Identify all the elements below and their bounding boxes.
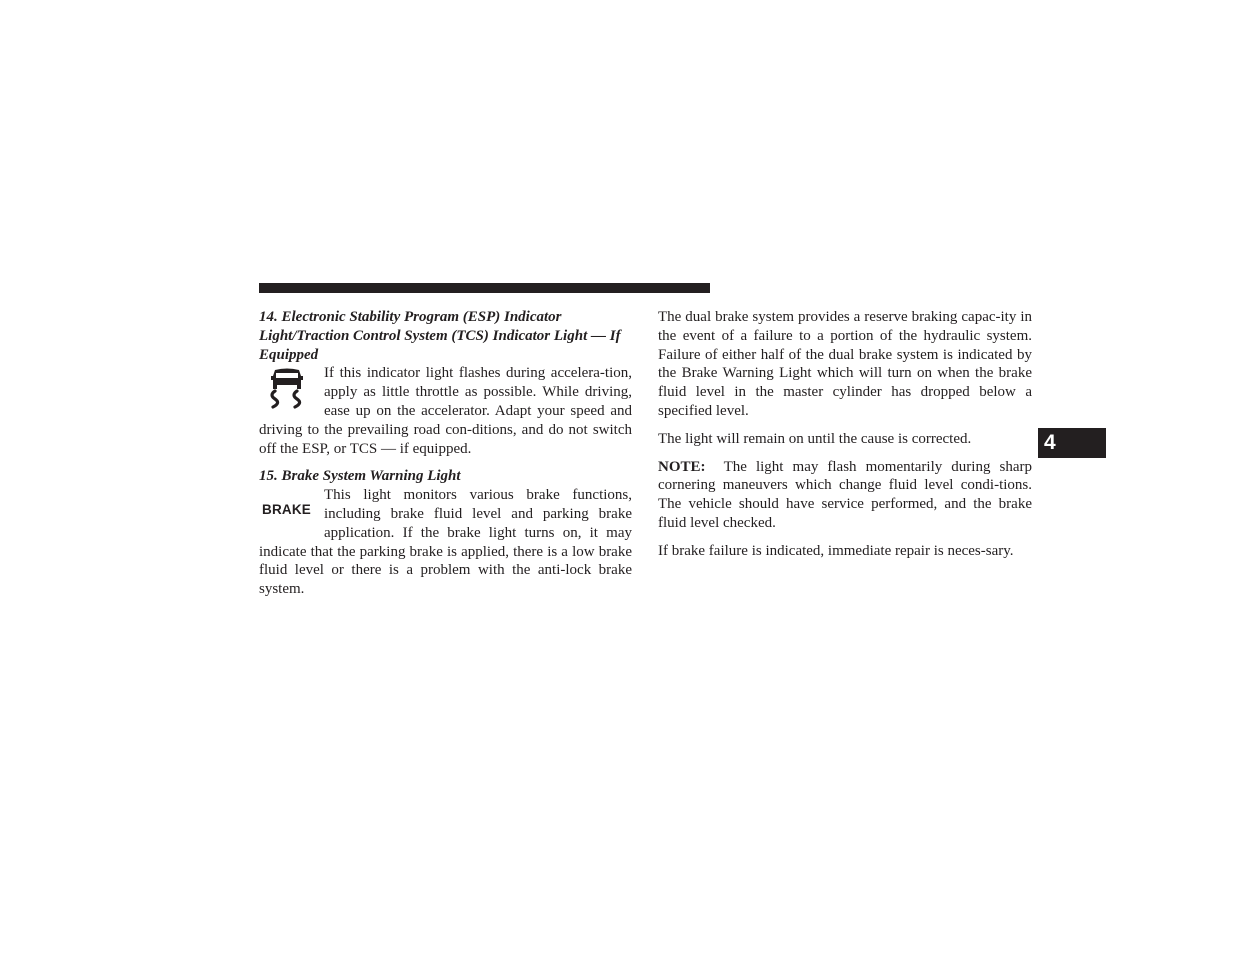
chapter-tab: [1038, 428, 1106, 458]
esp-paragraph: [259, 364, 632, 458]
brake-body-text: This light monitors various brake functions, including brake fluid level and parking brake application. If the brake light turns on, it may indicate that the parking brake is applied, there is a low brake fluid level or there is a problem with the anti-lock brake system.: [259, 487, 632, 598]
brake-icon-label: BRAKE: [262, 502, 312, 518]
brake-heading: 15. Brake System Warning Light: [259, 468, 461, 485]
esp-skidding-car-icon: [259, 364, 324, 420]
chapter-number: 4: [1044, 431, 1056, 454]
dual-brake-paragraph: The dual brake system provides a reserve braking capac-ity in the event of a failure to a portion of the hydraulic system. Failure of either half of the dual brake system is indicated by the Brake Warning Light which will turn on when the brake fluid level in the master cylinder has dropped below a specified level.: [658, 309, 1032, 419]
section-rule-bar: [259, 283, 710, 293]
esp-body-text: If this indicator light flashes during accelera-tion, apply as little throttle as possible. While driving, ease up on the accelerator. Adapt your speed and driving to the prevailing road con-ditions, and do not switch off the ESP, or TCS — if equipped.: [259, 365, 632, 457]
left-column: [259, 308, 632, 599]
note-text: The light may flash momentarily during sharp cornering maneuvers which change fluid level condi-tions. The vehicle should have service performed, and the brake fluid level checked.: [658, 458, 1032, 531]
note-paragraph: [658, 458, 1032, 533]
right-column: [658, 308, 1032, 561]
light-remains-paragraph: The light will remain on until the cause is corrected.: [658, 430, 972, 447]
brake-failure-paragraph: If brake failure is indicated, immediate repair is neces-sary.: [658, 542, 1014, 559]
brake-paragraph: [259, 486, 632, 599]
esp-heading: 14. Electronic Stability Program (ESP) Indicator Light/Traction Control System (TCS) Indicator Light — If Equipped: [259, 309, 621, 363]
note-label: NOTE:: [658, 458, 706, 475]
brake-warning-icon: [259, 486, 324, 542]
